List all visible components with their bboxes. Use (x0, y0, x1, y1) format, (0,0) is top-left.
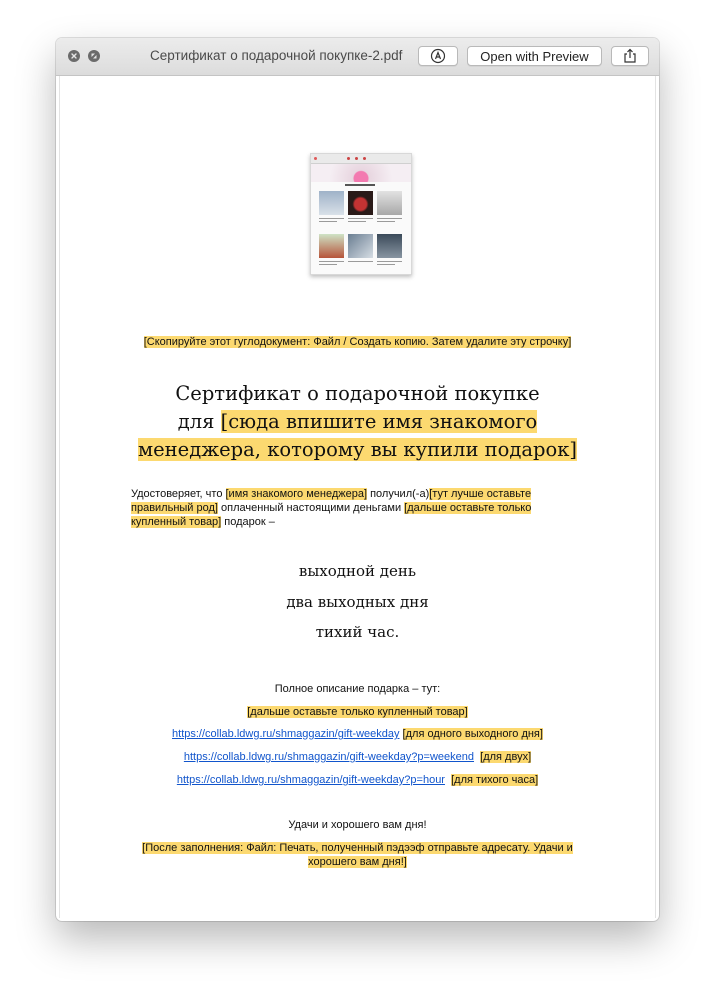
open-with-preview-button[interactable]: Open with Preview (467, 46, 602, 66)
body-text-line2: правильный род] оплаченный настоящими деньгами [дальше оставьте только (131, 502, 532, 514)
link-row-3: https://collab.ldwg.ru/shmaggazin/gift-weekday?p=hour [для тихого часа] (176, 774, 539, 786)
description-label: Полное описание подарка – тут: (274, 683, 441, 695)
gift-option-1: выходной день (298, 562, 417, 580)
final-note-line1: [После заполнения: Файл: Печать, полученный пэдээф отправьте адресату. Удачи и (142, 842, 573, 854)
body-text-line3: купленный товар] подарок – (131, 516, 275, 528)
certificate-heading-line1: Сертификат о подарочной покупке (175, 382, 540, 405)
certificate-heading-line3: менеджера, которому вы купили подарок] (137, 438, 578, 461)
embedded-screenshot-image (310, 153, 412, 275)
share-button[interactable] (611, 46, 649, 66)
copy-note: [Скопируйте этот гуглодокумент: Файл / Создать копию. Затем удалите эту строчку] (143, 336, 572, 348)
window-title: Сертификат о подарочной покупке-2.pdf (150, 48, 403, 63)
final-note-line2: хорошего вам дня!] (308, 856, 407, 868)
gift-weekday-link[interactable]: https://collab.ldwg.ru/shmaggazin/gift-weekday (172, 728, 400, 740)
markup-button[interactable] (418, 46, 458, 66)
link-row-1: https://collab.ldwg.ru/shmaggazin/gift-weekday [для одного выходного дня] (172, 728, 543, 740)
description-note: [дальше оставьте только купленный товар] (247, 706, 468, 718)
title-bar (56, 38, 659, 76)
gift-hour-link[interactable]: https://collab.ldwg.ru/shmaggazin/gift-weekday?p=hour (176, 774, 445, 786)
gift-option-2: два выходных дня (286, 593, 429, 611)
farewell-text: Удачи и хорошего вам дня! (288, 819, 427, 831)
quicklook-window (56, 38, 659, 921)
markup-pen-icon (430, 48, 446, 64)
heading-recipient-placeholder: [сюда впишите имя знакомого (220, 410, 538, 433)
certificate-heading-line2 (60, 410, 655, 433)
fullscreen-icon (88, 50, 100, 62)
fullscreen-button[interactable] (88, 50, 100, 62)
close-icon (68, 50, 80, 62)
link-row-2: https://collab.ldwg.ru/shmaggazin/gift-weekday?p=weekend [для двух] (183, 751, 532, 763)
heading-prefix: для (177, 410, 215, 433)
body-text-line1: Удостоверяет, что [имя знакомого менеджера] получил(-а)[тут лучше оставьте (131, 488, 532, 500)
share-icon (623, 48, 637, 64)
gift-option-3: тихий час. (315, 623, 400, 641)
pdf-page (59, 76, 656, 918)
close-button[interactable] (68, 50, 80, 62)
gift-weekend-link[interactable]: https://collab.ldwg.ru/shmaggazin/gift-weekday?p=weekend (183, 751, 475, 763)
